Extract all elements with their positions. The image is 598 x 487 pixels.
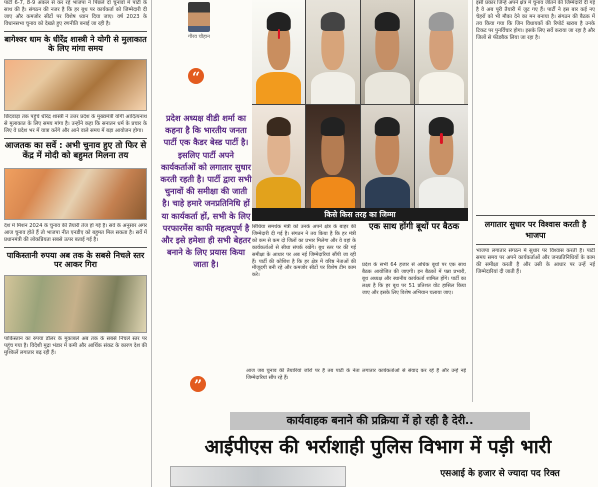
leader-photo (252, 0, 305, 104)
body-text: आज जब चुनाव की तैयारियां जोरों पर हैं तब पार्टी के नेता लगातार कार्यकर्ताओं से संवाद कर रहे हैं और उन्हें नई जिम्मेदारियां सौंप रहे हैं। (246, 368, 466, 381)
leader-photo (361, 0, 414, 104)
leader-photo (252, 105, 305, 209)
body-text: पार्टी 6-7, 8-9 अंकल से कर रहे भाजपा ने पिछले दो चुनावों में पार्टी के साथ की है। संगठन की नजर है कि हर बूथ पर कार्यकर्ता को जिम्मेदारी दी जाए और कमजोर सीटों पर विशेष ध्यान दिया जाए। वर्ष 2023 के विधानसभा चुनाव को देखते हुए रणनीति बनाई जा रही है। (4, 0, 147, 27)
body-text: इसी प्रकार जिन्हें अपने क्षेत्र में चुनाव जीतने की जिम्मेदारी दी गई है वे अब पूरी तैयारी में जुट गए हैं। पार्टी ने इस बार कई नए चेहरों को भी मौका देने का मन बनाया है। संगठन की बैठक में तय किया गया कि जिन विधायकों की रिपोर्ट खराब है उनके टिकट पर पुनर्विचार होगा। इसके लिए सर्वे कराया जा रहा है और जिलों से फीडबैक लिया जा रहा है। (476, 0, 595, 41)
news-headline: लगातार सुधार पर विश्वास करती है भाजपा (476, 215, 595, 245)
banner-story (158, 406, 598, 487)
news-headline: आजतक का सर्वे : अभी चुनाव हुए तो फिर से केंद्र में मोदी को बहुमत मिलना तय (4, 138, 147, 165)
leader-photo (415, 105, 468, 209)
news-photo (170, 466, 346, 487)
strap-line: एसआई के हजार से ज्यादा पद रिक्त (440, 469, 560, 479)
news-photo (4, 275, 147, 333)
author-photo (188, 2, 210, 32)
leader-photo (306, 0, 359, 104)
photo-caption: किसे किस तरह का जिम्मा (252, 208, 468, 221)
body-text: भाजपा लगातार संगठन में सुधार पर विश्वास करती है। पार्टी समय समय पर अपने कार्यकर्ताओं और जनप्रतिनिधियों के काम की समीक्षा करती है और उसी के आधार पर उन्हें नई जिम्मेदारियां दी जाती हैं। (476, 248, 595, 275)
news-photo (4, 168, 147, 220)
right-column (472, 0, 598, 402)
news-headline: बागेश्वर धाम के धीरेंद्र शास्त्री ने योगी से मुलाकात के लिए मांगा समय (4, 31, 147, 56)
news-photo (4, 59, 147, 111)
body-text: पाकिस्तान का रुपया डॉलर के मुकाबले अब तक के सबसे निचले स्तर पर पहुंच गया है। विदेशी मुद्रा भंडार में कमी और आर्थिक संकट के कारण देश की मुश्किलें लगातार बढ़ रही हैं। (4, 336, 147, 357)
leader-photo (361, 105, 414, 209)
pull-quote: प्रदेश अध्यक्ष वीडी शर्मा का कहना है कि भारतीय जनता पार्टी एक कैडर बेस्ड पार्टी है। इसलिए पार्टी अपने कार्यकर्ताओं को लगातार सुधार करती रहती है। पार्टी द्वारा सभी चुनावों की समीक्षा की जाती है। चाहे हमारे जनप्रतिनिधि हों या कार्यकर्ता हों, सभी के लिए परफारमेंस काफी महत्वपूर्ण है और इसे हमेशा ही सभी बेहतर बनाने के लिए प्रयास किया जाता है। (160, 113, 252, 270)
body-text: छिंदवाड़ा तक पहुंचे धीरेंद्र शास्त्री ने उत्तर प्रदेश के मुख्यमंत्री योगी आदित्यनाथ से मुलाकात के लिए समय मांगा है। उन्होंने कहा कि सनातन धर्म के प्रचार के लिए वे प्रदेश भर में यात्रा करेंगे और आने वाले समय में बड़ा आयोजन होगा। (4, 114, 147, 135)
main-headline: आईपीएस की भर्राशाही पुलिस विभाग में पड़ी भारी (204, 436, 552, 458)
leader-photo (415, 0, 468, 104)
author-byline (158, 2, 240, 40)
leader-photo-grid (252, 0, 468, 208)
quote-close-icon: ” (190, 376, 206, 392)
quote-open-icon: “ (188, 68, 204, 84)
kicker: कार्यवाहक बनाने की प्रक्रिया में हो रही है देरी.. (230, 412, 530, 430)
body-text: देश में मिशन 2024 के चुनाव की तैयारी तेज हो गई है। सर्वे के अनुसार अगर आज चुनाव होते हैं तो भाजपा नीत एनडीए को बहुमत मिल सकता है। सर्वे में प्रधानमंत्री की लोकप्रियता सबसे ऊपर बताई गई है। (4, 222, 147, 243)
body-text: सिंधिया समर्थक मंत्री को उनके अपने क्षेत्र के बाहर की जिम्मेदारी दी गई है। संगठन ने तय किया है कि हर मंत्री को कम से कम दो जिलों का प्रभार मिलेगा और वे वहां के कार्यकर्ताओं से सीधा संपर्क रखेंगे। बूथ स्तर पर की गई समीक्षा के आधार पर अब नई जिम्मेदारियां सौंपी जा रही हैं। पार्टी की कोशिश है कि हर क्षेत्र में वरिष्ठ नेताओं की मौजूदगी बनी रहे और कमजोर सीटों पर विशेष टीम काम करे। (252, 224, 356, 279)
author-name: गौरव चौहान (188, 34, 210, 40)
news-headline: पाकिस्तानी रुपया अब तक के सबसे निचले स्तर पर आकर गिरा (4, 247, 147, 272)
left-column (0, 0, 152, 487)
sub-headline: एक साथ होंगी बूथों पर बैठक (368, 222, 460, 232)
leader-photo (306, 105, 359, 209)
body-text: प्रदेश के सभी 64 हजार से अधिक बूथों पर एक साथ बैठक आयोजित की जाएगी। इन बैठकों में पन्ना प्रभारी, बूथ अध्यक्ष और स्थानीय कार्यकर्ता शामिल होंगे। पार्टी का लक्ष्य है कि हर बूथ पर 51 प्रतिशत वोट हासिल किया जाए और इसके लिए विशेष अभियान चलाया जाए। (362, 262, 466, 296)
